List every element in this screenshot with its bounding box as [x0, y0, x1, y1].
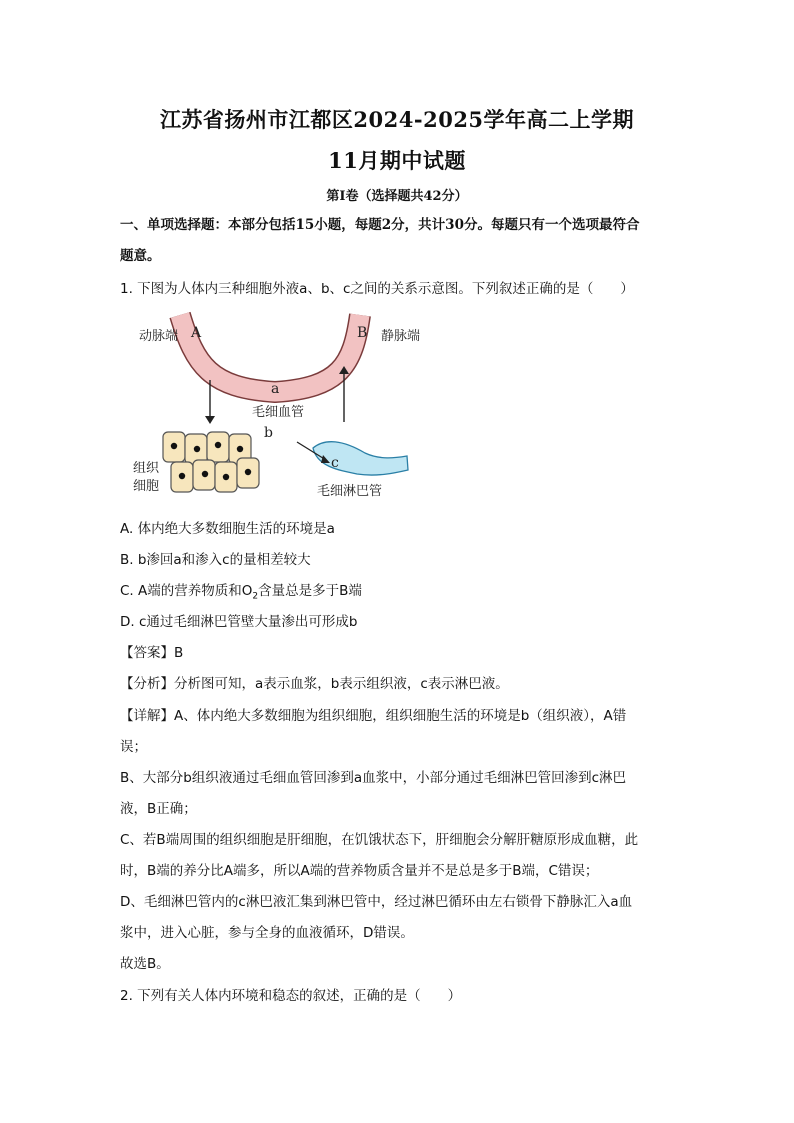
artery-end-label: 动脉端 — [139, 329, 179, 344]
detail-line-8: 浆中，进入心脏，参与全身的血液循环，D错误。 — [120, 925, 414, 941]
detail-line-1: 【详解】A、体内绝大多数细胞为组织细胞，组织细胞生活的环境是b（组织液），A错 — [120, 708, 627, 724]
lymph-capillary-label: 毛细淋巴管 — [317, 484, 383, 499]
option-b: B. b渗回a和渗入c的量相差较大 — [120, 552, 311, 568]
label-b: b — [264, 425, 273, 441]
section-header: 第Ⅰ卷（选择题共42分） — [326, 189, 468, 204]
label-a: a — [271, 381, 280, 397]
analysis: 【分析】分析图可知，a表示血浆，b表示组织液，c表示淋巴液。 — [120, 676, 509, 692]
question-2-stem: 2. 下列有关人体内环境和稳态的叙述，正确的是（ ） — [120, 988, 462, 1004]
instructions-line-2: 题意。 — [120, 248, 161, 264]
tissue-cell-label-1: 组织 — [133, 461, 160, 476]
option-a: A. 体内绝大多数细胞生活的环境是a — [120, 521, 335, 537]
page-title-line-2: 11月期中试题 — [328, 148, 466, 173]
page-title-line-1: 江苏省扬州市江都区2024-2025学年高二上学期 — [159, 107, 635, 132]
detail-line-2: 误； — [120, 739, 147, 755]
detail-line-6: 时，B端的养分比A端多，所以A端的营养物质含量并不是总是多于B端，C错误； — [120, 863, 599, 879]
capillary-label: 毛细血管 — [252, 405, 305, 420]
question-1-stem: 1. 下图为人体内三种细胞外液a、b、c之间的关系示意图。下列叙述正确的是（ ） — [120, 281, 634, 297]
vein-end-label: 静脉端 — [381, 329, 421, 344]
option-c: C. A端的营养物质和$O_2$含量总是多于B端 — [120, 583, 362, 602]
label-A: A — [191, 325, 202, 341]
lymph-capillary — [313, 442, 408, 475]
tissue-cells — [163, 432, 259, 492]
detail-line-4: 液，B正确； — [120, 801, 197, 817]
arrow-a-to-b-head — [205, 416, 215, 424]
detail-line-9: 故选B。 — [120, 956, 170, 972]
tissue-cell-label-2: 细胞 — [133, 479, 160, 494]
detail-line-5: C、若B端周围的组织细胞是肝细胞，在饥饿状态下，肝细胞会分解肝糖原形成血糖，此 — [120, 832, 639, 848]
label-B: B — [357, 325, 368, 341]
detail-line-3: B、大部分b组织液通过毛细血管回渗到a血浆中，小部分通过毛细淋巴管回渗到c淋巴 — [120, 770, 627, 786]
option-d: D. c通过毛细淋巴管壁大量渗出可形成b — [120, 614, 358, 630]
instructions-line-1: 一、单项选择题：本部分包括15小题，每题2分，共计30分。每题只有一个选项最符合 — [120, 217, 640, 233]
label-c: c — [331, 455, 339, 471]
detail-line-7: D、毛细淋巴管内的c淋巴液汇集到淋巴管中，经过淋巴循环由左右锁骨下静脉汇入a血 — [120, 894, 633, 910]
answer: 【答案】B — [120, 645, 184, 661]
body-fluid-diagram — [125, 310, 425, 505]
